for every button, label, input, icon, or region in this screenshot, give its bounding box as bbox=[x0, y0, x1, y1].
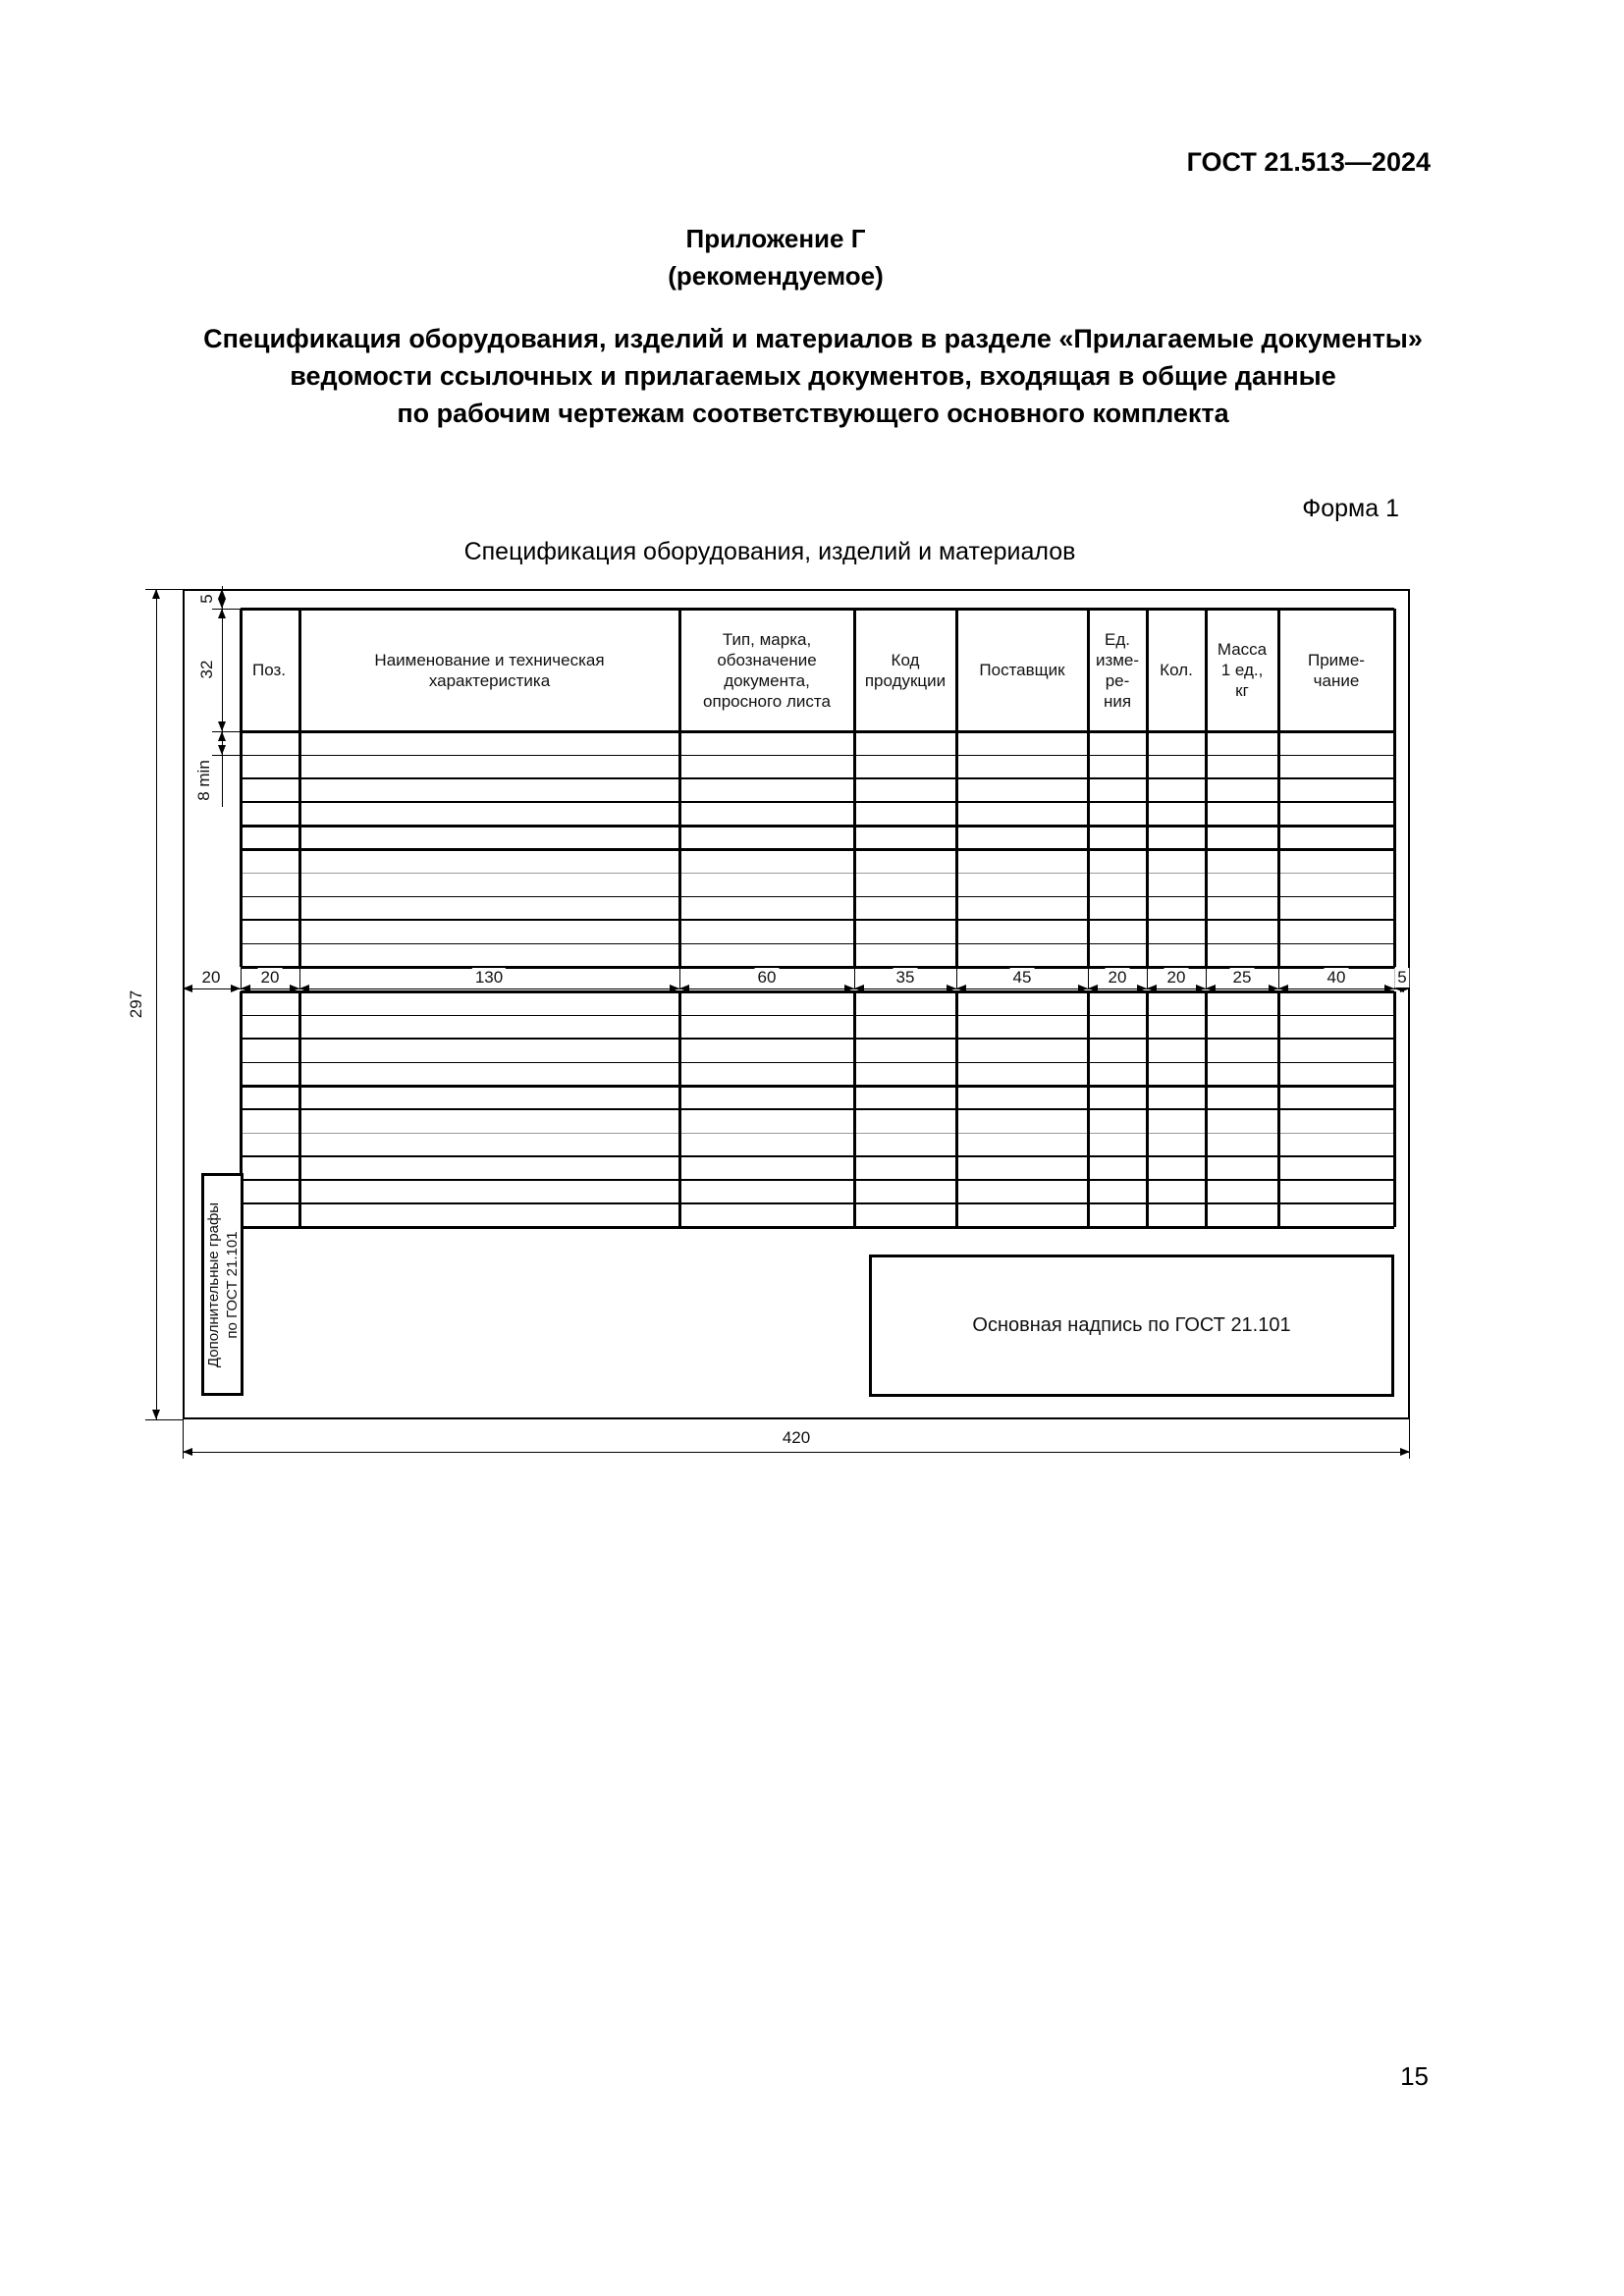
dim-col-note: 40 bbox=[1325, 968, 1349, 988]
form-line bbox=[955, 609, 958, 967]
dimension-arrow bbox=[1147, 985, 1157, 992]
dimension-arrow bbox=[679, 985, 689, 992]
dim-header-height: 32 bbox=[197, 660, 216, 679]
dim-col-name: 130 bbox=[472, 968, 506, 988]
form-line bbox=[241, 801, 1394, 803]
column-header-mass: Масса 1 ед., кг bbox=[1217, 640, 1268, 700]
dimension-arrow bbox=[947, 985, 956, 992]
form-line bbox=[853, 609, 856, 967]
form-line bbox=[241, 1062, 1394, 1063]
dimension-arrow bbox=[1088, 985, 1098, 992]
form-line bbox=[1277, 609, 1280, 967]
dimension-arrow bbox=[670, 985, 679, 992]
dim-col-quantity: 20 bbox=[1164, 968, 1189, 988]
form-line bbox=[241, 1015, 1394, 1016]
form-line bbox=[183, 1452, 1410, 1453]
form-line bbox=[183, 988, 1410, 989]
form-line bbox=[241, 1226, 1394, 1229]
appendix-label: Приложение Г bbox=[685, 224, 866, 253]
form-line bbox=[145, 1419, 183, 1420]
dimension-arrow bbox=[152, 1410, 160, 1419]
form-line bbox=[1087, 609, 1090, 967]
form-line bbox=[241, 608, 1394, 611]
form-line bbox=[241, 873, 1394, 874]
column-header-name: Наименование и техническая характеристика bbox=[374, 650, 605, 690]
dimension-arrow bbox=[1196, 985, 1206, 992]
dim-col-product-code: 35 bbox=[893, 968, 918, 988]
dim-col-supplier: 45 bbox=[1010, 968, 1035, 988]
dim-col-unit: 20 bbox=[1106, 968, 1130, 988]
form-line bbox=[241, 755, 1394, 756]
dim-col-mass: 25 bbox=[1230, 968, 1255, 988]
dim-top-margin: 5 bbox=[197, 594, 216, 604]
column-header-product-code: Код продукции bbox=[864, 650, 947, 690]
title-block-note: Основная надпись по ГОСТ 21.101 bbox=[972, 1314, 1291, 1336]
form-line bbox=[241, 1179, 1394, 1181]
column-header-position: Поз. bbox=[252, 661, 286, 679]
column-header-quantity: Кол. bbox=[1160, 661, 1193, 679]
form-line bbox=[156, 589, 157, 1419]
column-header-note: Приме-чание bbox=[1308, 650, 1365, 690]
dimension-arrow bbox=[844, 985, 854, 992]
dimension-arrow bbox=[183, 985, 192, 992]
dim-col-type-mark: 60 bbox=[755, 968, 780, 988]
title-block-box bbox=[869, 1255, 1394, 1397]
dimension-arrow bbox=[218, 731, 226, 741]
form-line bbox=[1205, 609, 1208, 967]
dimension-arrow bbox=[1384, 985, 1394, 992]
dimension-arrow bbox=[854, 985, 864, 992]
form-number-label: Форма 1 bbox=[1302, 495, 1399, 522]
dimension-arrow bbox=[1206, 985, 1216, 992]
form-line bbox=[241, 1085, 1394, 1088]
form-line bbox=[853, 991, 856, 1227]
document-title-line-1: Спецификация оборудования, изделий и материалов в разделе «Прилагаемые документы» bbox=[203, 324, 1423, 353]
form-line bbox=[1393, 609, 1396, 967]
dimension-arrow bbox=[299, 985, 309, 992]
dimension-arrow bbox=[241, 985, 250, 992]
form-line bbox=[212, 609, 243, 610]
form-line bbox=[241, 1133, 1394, 1134]
dimension-arrow bbox=[231, 985, 241, 992]
dimension-arrow bbox=[218, 721, 226, 731]
dim-sheet-height: 297 bbox=[127, 989, 145, 1019]
dimension-arrow bbox=[218, 609, 226, 618]
page-number: 15 bbox=[1400, 2061, 1429, 2091]
dimension-arrow bbox=[218, 745, 226, 755]
form-line bbox=[241, 825, 1394, 828]
form-line bbox=[1205, 991, 1208, 1227]
form-line bbox=[1087, 991, 1090, 1227]
form-line bbox=[241, 919, 1394, 921]
column-header-type-mark: Тип, марка, обозначение документа, опросного листа bbox=[703, 629, 831, 711]
form-line bbox=[241, 730, 1394, 733]
dimension-arrow bbox=[152, 589, 160, 599]
column-header-unit: Ед. изме-ре-ния bbox=[1095, 629, 1140, 711]
dimension-arrow bbox=[218, 589, 226, 599]
dimension-arrow bbox=[1137, 985, 1147, 992]
form-line bbox=[145, 589, 183, 590]
document-title-line-3: по рабочим чертежам соответствующего основного комплекта bbox=[397, 399, 1229, 428]
form-line bbox=[1146, 991, 1149, 1227]
form-line bbox=[241, 896, 1394, 897]
form-line bbox=[241, 1155, 1394, 1157]
dimension-arrow bbox=[218, 599, 226, 609]
additional-columns-note: Дополнительные графы по ГОСТ 21.101 bbox=[204, 1201, 241, 1367]
dim-left-margin: 20 bbox=[199, 968, 224, 988]
document-title-line-2: ведомости ссылочных и прилагаемых документов, входящая в общие данные bbox=[290, 361, 1336, 391]
form-line bbox=[241, 1202, 1394, 1204]
dimension-arrow bbox=[1269, 985, 1278, 992]
form-line bbox=[678, 609, 681, 967]
form-line bbox=[1277, 991, 1280, 1227]
dim-sheet-width: 420 bbox=[780, 1428, 813, 1448]
standard-number: ГОСТ 21.513—2024 bbox=[1186, 147, 1431, 177]
form-line bbox=[241, 990, 1394, 993]
dimension-arrow bbox=[1078, 985, 1088, 992]
additional-columns-box bbox=[201, 1173, 244, 1396]
form-caption: Спецификация оборудования, изделий и материалов bbox=[463, 538, 1076, 565]
dimension-arrow bbox=[956, 985, 966, 992]
dim-right-margin: 5 bbox=[1394, 968, 1409, 988]
form-line bbox=[1393, 991, 1396, 1227]
form-line bbox=[955, 991, 958, 1227]
dimension-arrow bbox=[1400, 1448, 1410, 1456]
column-header-supplier: Поставщик bbox=[979, 661, 1065, 679]
form-line bbox=[241, 1108, 1394, 1110]
form-line bbox=[241, 777, 1394, 779]
form-line bbox=[298, 609, 301, 967]
form-line bbox=[212, 755, 243, 756]
form-line bbox=[298, 991, 301, 1227]
form-line bbox=[222, 586, 223, 807]
dim-col-position: 20 bbox=[258, 968, 283, 988]
form-line bbox=[1146, 609, 1149, 967]
form-line bbox=[212, 731, 243, 732]
appendix-type: (рекомендуемое) bbox=[668, 261, 884, 291]
dimension-arrow bbox=[1278, 985, 1288, 992]
form-line bbox=[241, 966, 1394, 969]
form-line bbox=[241, 943, 1394, 944]
form-line bbox=[241, 848, 1394, 851]
dimension-arrow bbox=[183, 1448, 192, 1456]
form-line bbox=[241, 1038, 1394, 1040]
dim-row-height: 8 min bbox=[194, 760, 213, 801]
form-line bbox=[240, 609, 243, 967]
form-line bbox=[678, 991, 681, 1227]
dimension-arrow bbox=[290, 985, 299, 992]
